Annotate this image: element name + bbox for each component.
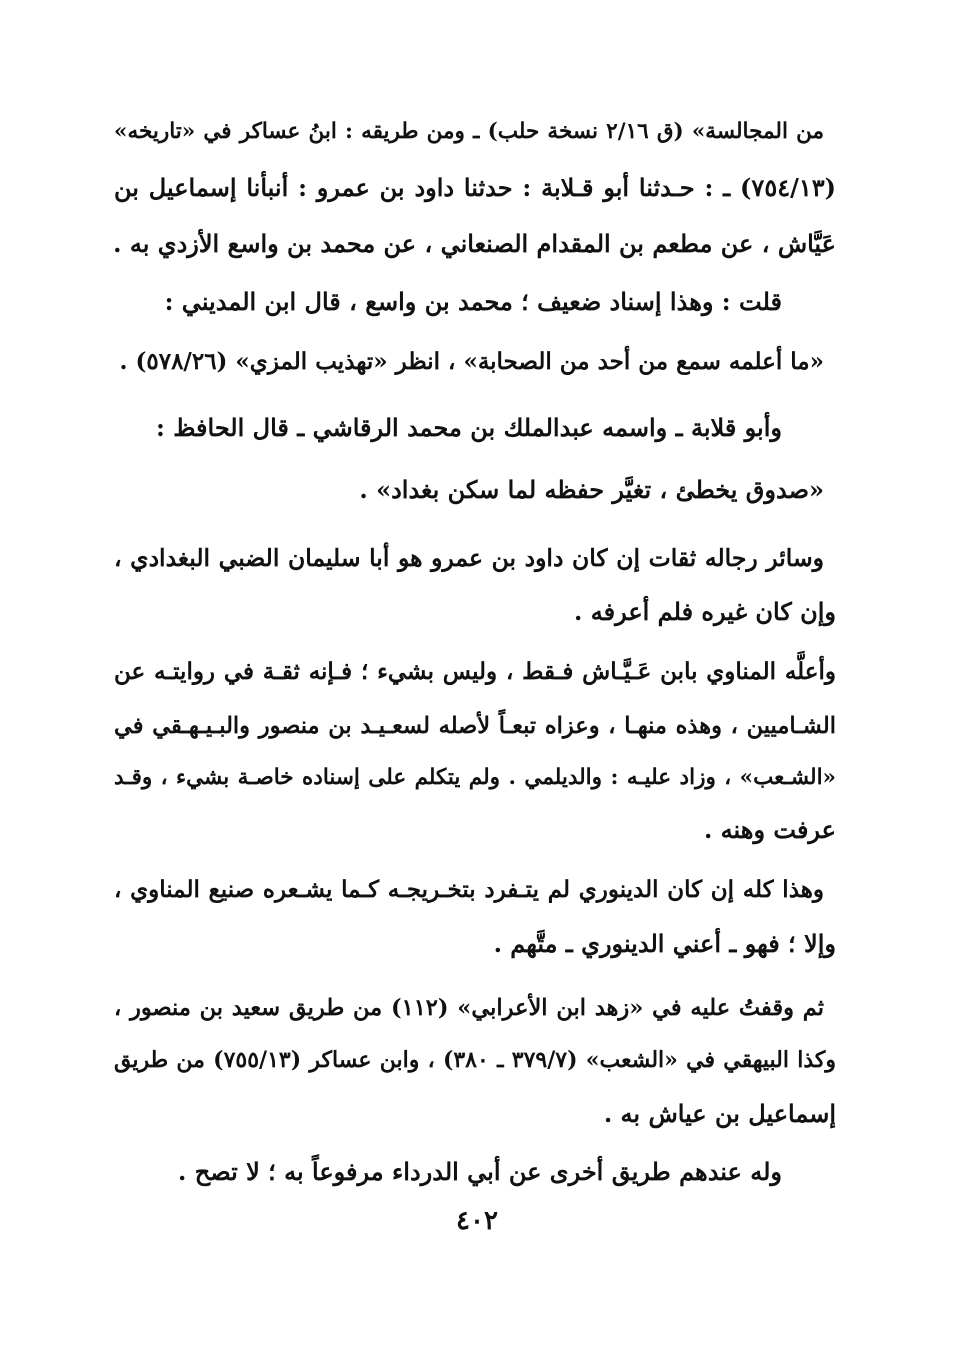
text-line: وأبو قلابة ـ واسمه عبدالملك بن محمد الرقاشي ـ قال الحافظ : — [156, 413, 782, 442]
text-line: وإن كان غيره فلم أعرفه . — [574, 597, 836, 626]
text-line: وهذا كله إن كان الدينوري لم يتـفرد بتخـريجـه كـما يشـعره صنيع المناوي ، — [114, 876, 824, 903]
text-line: عَيَّاش ، عن مطعم بن المقدام الصنعاني ، عن محمد بن واسع الأزدي به . — [113, 229, 836, 258]
text-line: من المجالسة» (ق ٢/١٦ نسخة حلب) ـ ومن طريقه : ابنُ عساكر في «تاريخه» — [114, 119, 824, 144]
text-line: (٧٥٤/١٣) ـ : حـدثنا أبو قـلابة : حدثنا داود بن عمرو : أنبأنا إسماعيل بن — [114, 173, 836, 202]
text-line: وإلا ؛ فهو ـ أعني الدينوري ـ متَّهم . — [493, 929, 836, 958]
page-number: ٤٠٢ — [456, 1206, 498, 1236]
text-line: «الشـعب» ، وزاد عليـه : والديلمي . ولم يتكلم على إسناده خاصـة بشيء ، وقـد — [114, 765, 836, 790]
text-line: وسائر رجاله ثقات إن كان داود بن عمرو هو أبا سليمان الضبي البغدادي ، — [114, 544, 824, 572]
quote-line: «ما أعلمه سمع من أحد من الصحابة» ، انظر «تهذيب المزي» (٥٧٨/٢٦) . — [119, 348, 824, 375]
text-line: الشـاميين ، وهذه منهـا ، وعزاه تبعـاً لأصله لسعـيـد بن منصور والبـيـهـقي في — [114, 713, 836, 739]
text-line: وله عندهم طريق أخرى عن أبي الدرداء مرفوعاً به ؛ لا تصح . — [178, 1157, 782, 1186]
text-line: عرفت وهنه . — [703, 815, 836, 844]
quote-line: «صدوق يخطئ ، تغيَّر حفظه لما سكن بغداد» . — [359, 475, 824, 504]
text-line: وأعلَّه المناوي بابن عَـيَّـاش فـقط ، وليس بشيء ؛ فـإنه ثقـة في روايتـه عن — [114, 658, 836, 685]
text-line: قلت : وهذا إسناد ضعيف ؛ محمد بن واسع ، قال ابن المديني : — [164, 287, 782, 316]
text-line: إسماعيل بن عياش به . — [603, 1099, 836, 1128]
text-line: وكذا البيهقي في «الشعب» (٣٧٩/٧ ـ ٣٨٠) ، وابن عساكر (٧٥٥/١٣) من طريق — [114, 1047, 837, 1073]
text-line: ثم وقفتُ عليه في «زهد ابن الأعرابي» (١١٢) من طريق سعيد بن منصور ، — [114, 995, 824, 1021]
